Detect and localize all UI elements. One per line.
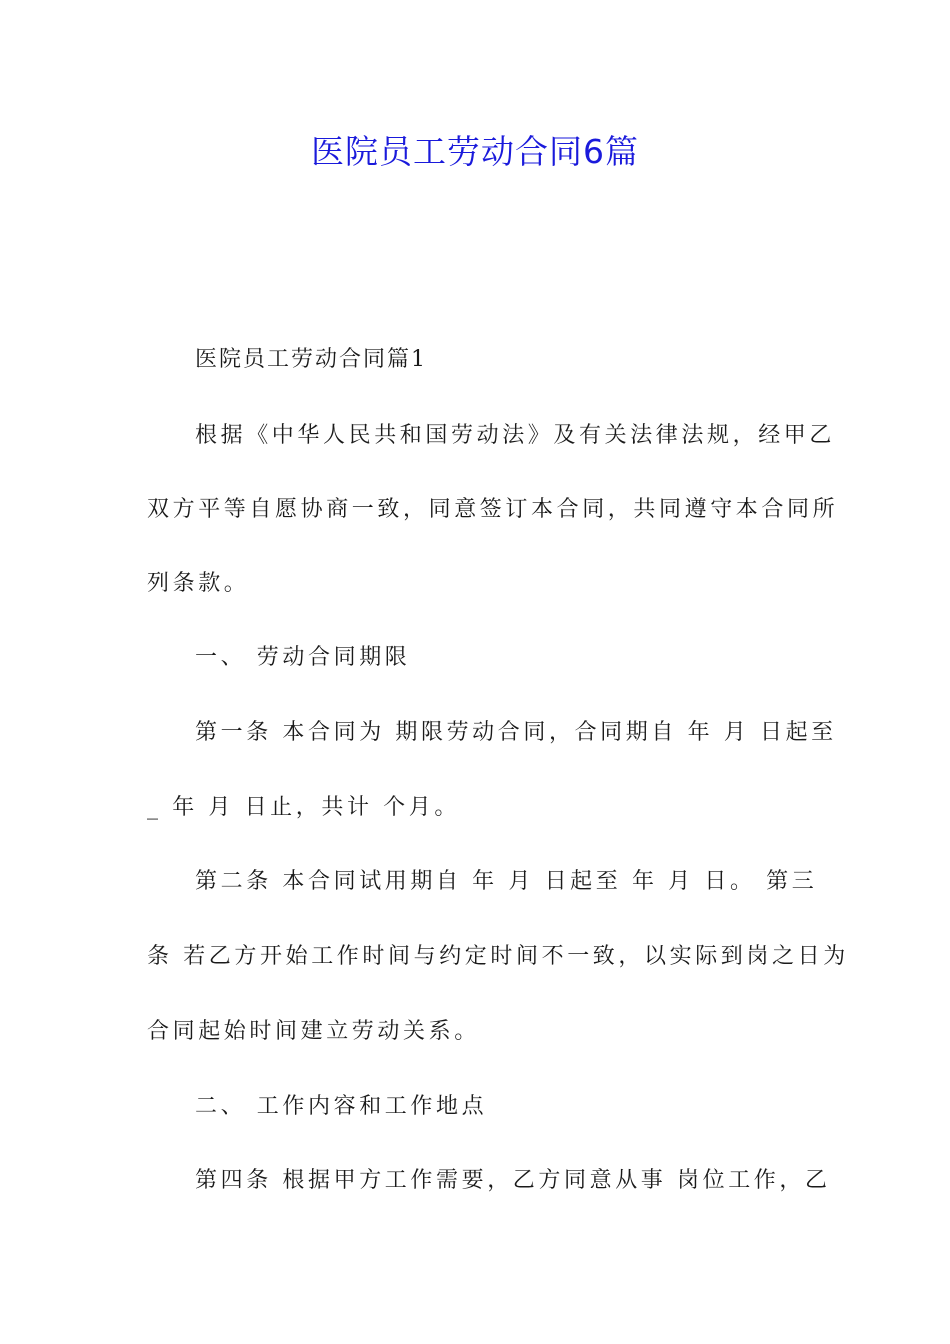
section-heading: 医院员工劳动合同篇1 [195,347,427,372]
paragraph-line: 根据《中华人民共和国劳动法》及有关法律法规，经甲乙 [195,423,836,448]
paragraph-line: 第四条 根据甲方工作需要，乙方同意从事 岗位工作，乙 [195,1168,831,1193]
paragraph-line: 第一条 本合同为 期限劳动合同，合同期自 年 月 日起至 [195,720,837,745]
paragraph-line: 合同起始时间建立劳动关系。 [147,1019,480,1044]
document-title: 医院员工劳动合同6篇 [311,132,639,171]
section-heading: 二、 工作内容和工作地点 [195,1094,488,1119]
paragraph-line: 第二条 本合同试用期自 年 月 日起至 年 月 日。 第三 [195,869,818,894]
paragraph-line: 条 若乙方开始工作时间与约定时间不一致，以实际到岗之日为 [147,944,849,969]
paragraph-line: 列条款。 [147,571,250,596]
section-heading: 一、 劳动合同期限 [195,645,411,670]
paragraph-line: 双方平等自愿协商一致，同意签订本合同，共同遵守本合同所 [147,497,839,522]
paragraph-line: _ 年 月 日止，共计 个月。 [147,795,460,820]
